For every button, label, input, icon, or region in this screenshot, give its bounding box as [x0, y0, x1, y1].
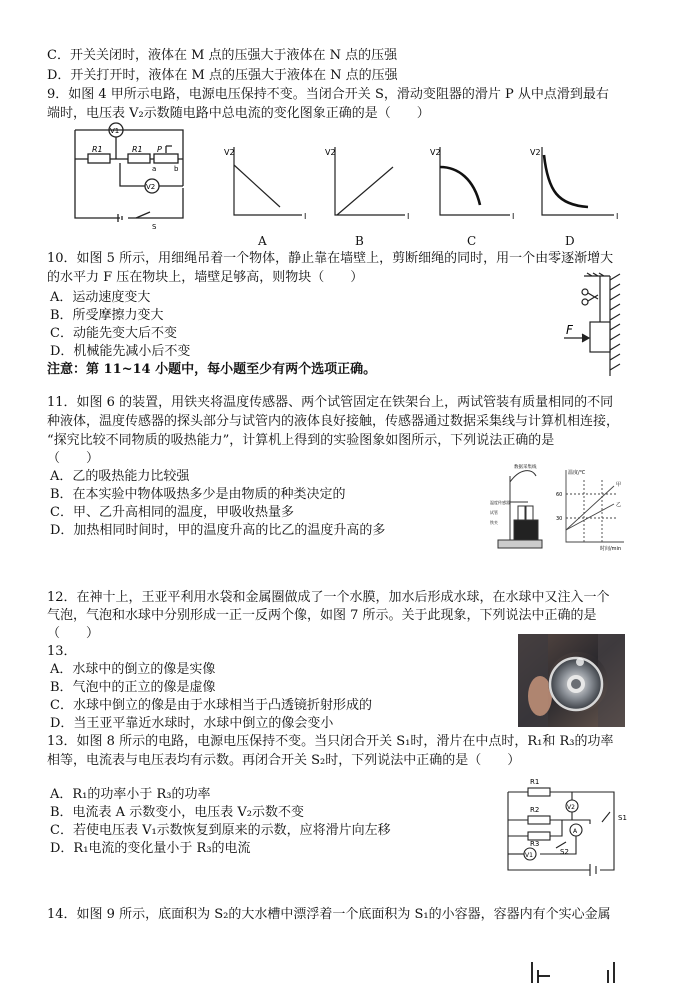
- fig4-graph-a: [222, 143, 307, 223]
- fig6-series-yi: 乙: [616, 502, 622, 508]
- fig4-graph-d: [528, 143, 623, 223]
- fig9-container: [528, 962, 618, 983]
- fig8-s1-label: S1: [618, 814, 627, 822]
- q13-stem-line1: 13．如图 8 所示的电路，电源电压保持不变。当只闭合开关 S₁时，滑片在中点时，R₁和 R₃的功率: [47, 734, 614, 749]
- q12-stem-line4: 13．: [47, 644, 77, 659]
- q13-option-d: D．R₁电流的变化量小于 R₃的电流: [50, 841, 251, 856]
- q11-stem-line1: 11．如图 6 的装置，用铁夹将温度传感器、两个试管固定在铁架台上，两试管装有质量相同的不同: [47, 395, 614, 410]
- q12-stem-line1: 12．在神十上，王亚平利用水袋和金属圈做成了一个水膜，加水后形成水球，在水球中又注入一个: [47, 590, 610, 605]
- fig8-circuit: [500, 776, 635, 876]
- fig6-apparatus-label: 数据采集线: [514, 465, 537, 470]
- fig4-r2-label: R1: [132, 145, 143, 154]
- graph-b-ylabel: V2: [325, 148, 336, 157]
- fig4-graph-c: [428, 143, 518, 223]
- scissors-icon: [582, 289, 598, 305]
- q14-stem-line1: 14．如图 9 所示，底面积为 S₂的大水槽中漂浮着一个底面积为 S₁的小容器，容器内有个实心金属: [47, 907, 611, 922]
- fig6-ytick-30: 30: [556, 516, 563, 522]
- graph-d-ylabel: V2: [530, 148, 541, 157]
- fig6-graph: [556, 466, 628, 552]
- fig8-r3-label: R3: [530, 840, 540, 848]
- graph-d-option: D: [565, 234, 575, 248]
- fig4-v2-label: V2: [146, 183, 156, 191]
- q12-option-c: C．水球中倒立的像是由于水球相当于凸透镜折射形成的: [50, 698, 372, 713]
- fig6-apparatus: [490, 462, 548, 552]
- fig6-ytick-60: 60: [556, 492, 563, 498]
- q12-stem-line2: 气泡，气泡和水球中分别形成一正一反两个像，如图 7 所示。关于此现象，下列说法中正确的是: [47, 608, 597, 623]
- graph-b-option: B: [355, 234, 364, 248]
- fig7-water-ball-photo: [518, 634, 625, 727]
- graph-a-xlabel: I: [304, 212, 307, 221]
- q13-option-b: B．电流表 A 示数变小，电压表 V₂示数不变: [50, 805, 304, 820]
- fig6-series-jia: 甲: [616, 482, 622, 488]
- fig4-circuit: [70, 126, 190, 230]
- fig6-xlabel: 时间/min: [600, 546, 622, 552]
- q9-stem-line1: 9．如图 4 甲所示电路，电源电压保持不变。当闭合开关 S，滑动变阻器的滑片 P 从中点滑到最右: [47, 87, 609, 102]
- q8-option-c: C．开关关闭时，液体在 M 点的压强大于液体在 N 点的压强: [47, 48, 398, 63]
- q11-option-b: B．在本实验中物体吸热多少是由物质的种类决定的: [50, 487, 346, 502]
- q8-option-d: D．开关打开时，液体在 M 点的压强大于液体在 N 点的压强: [47, 68, 398, 83]
- multi-choice-note: 注意：第 11~14 小题中，每小题至少有两个选项正确。: [47, 362, 377, 377]
- fig6-sensor-label-3: 铁夹: [490, 520, 498, 525]
- fig4-r1-label: R1: [92, 145, 103, 154]
- fig6-sensor-label-1: 温度传感器: [490, 500, 510, 505]
- fig8-s2-label: S2: [560, 848, 569, 856]
- fig8-v2-label: V2: [567, 804, 575, 811]
- fig8-r2-label: R2: [530, 806, 540, 814]
- q11-option-d: D．加热相同时间时，甲的温度升高的比乙的温度升高的多: [50, 523, 386, 538]
- fig4-b-label: b: [174, 165, 179, 173]
- q10-option-d: D．机械能先减小后不变: [50, 344, 191, 359]
- q11-option-a: A．乙的吸热能力比较强: [50, 469, 190, 484]
- graph-a-ylabel: V2: [224, 148, 235, 157]
- fig4-p-label: P: [157, 145, 162, 154]
- fig4-graph-b: [323, 143, 413, 223]
- q12-option-b: B．气泡中的正立的像是虚像: [50, 680, 216, 695]
- graph-d-xlabel: I: [616, 212, 619, 221]
- graph-c-option: C: [467, 234, 477, 248]
- q12-stem-line3: （ ）: [47, 626, 100, 641]
- q13-stem-line2: 相等，电流表与电压表均有示数。再闭合开关 S₂时，下列说法中正确的是（ ）: [47, 753, 521, 768]
- q11-stem-line3: “探究比较不同物质的吸热能力”，计算机上得到的实验图象如图所示，下列说法正确的是: [47, 433, 555, 448]
- q13-option-a: A．R₁的功率小于 R₃的功率: [50, 787, 211, 802]
- q11-stem-line2: 种液体，温度传感器的探头部分与试管内的液体良好接触，传感器通过数据采集线与计算机相连接，: [47, 414, 620, 429]
- q11-stem-line4: （ ）: [47, 451, 100, 466]
- fig5-force-label: F: [566, 323, 573, 337]
- fig4-s-label: S: [152, 223, 157, 231]
- q9-stem-line2: 端时，电压表 V₂示数随电路中总电流的变化图象正确的是（ ）: [47, 106, 430, 121]
- fig4-v1-label: V1: [110, 127, 120, 135]
- q10-option-a: A．运动速度变大: [50, 290, 151, 305]
- fig8-a-label: A: [573, 828, 578, 835]
- graph-c-xlabel: I: [512, 212, 515, 221]
- q11-option-c: C．甲、乙升高相同的温度，甲吸收热量多: [50, 505, 294, 520]
- graph-a-option: A: [258, 234, 267, 248]
- q10-stem-line2: 的水平力 F 压在物块上，墙壁足够高，则物块（ ）: [47, 270, 364, 285]
- fig8-v1-label: V1: [525, 852, 533, 859]
- q10-option-b: B．所受摩擦力变大: [50, 308, 164, 323]
- q13-option-c: C．若使电压表 V₁示数恢复到原来的示数，应将滑片向左移: [50, 823, 391, 838]
- q10-option-c: C．动能先变大后不变: [50, 326, 177, 341]
- fig5-wall-block: [560, 272, 630, 380]
- fig6-sensor-label-2: 试管: [490, 510, 498, 515]
- q12-option-d: D．当王亚平靠近水球时，水球中倒立的像会变小: [50, 716, 334, 731]
- fig6-ylabel: 温度/℃: [568, 470, 586, 476]
- graph-b-xlabel: I: [407, 212, 410, 221]
- fig8-r1-label: R1: [530, 778, 540, 786]
- q10-stem-line1: 10．如图 5 所示，用细绳吊着一个物体，静止靠在墙壁上，剪断细绳的同时，用一个由零逐渐增大: [47, 251, 614, 266]
- graph-c-ylabel: V2: [430, 148, 441, 157]
- q12-option-a: A．水球中的倒立的像是实像: [50, 662, 216, 677]
- fig4-a-label: a: [152, 165, 157, 173]
